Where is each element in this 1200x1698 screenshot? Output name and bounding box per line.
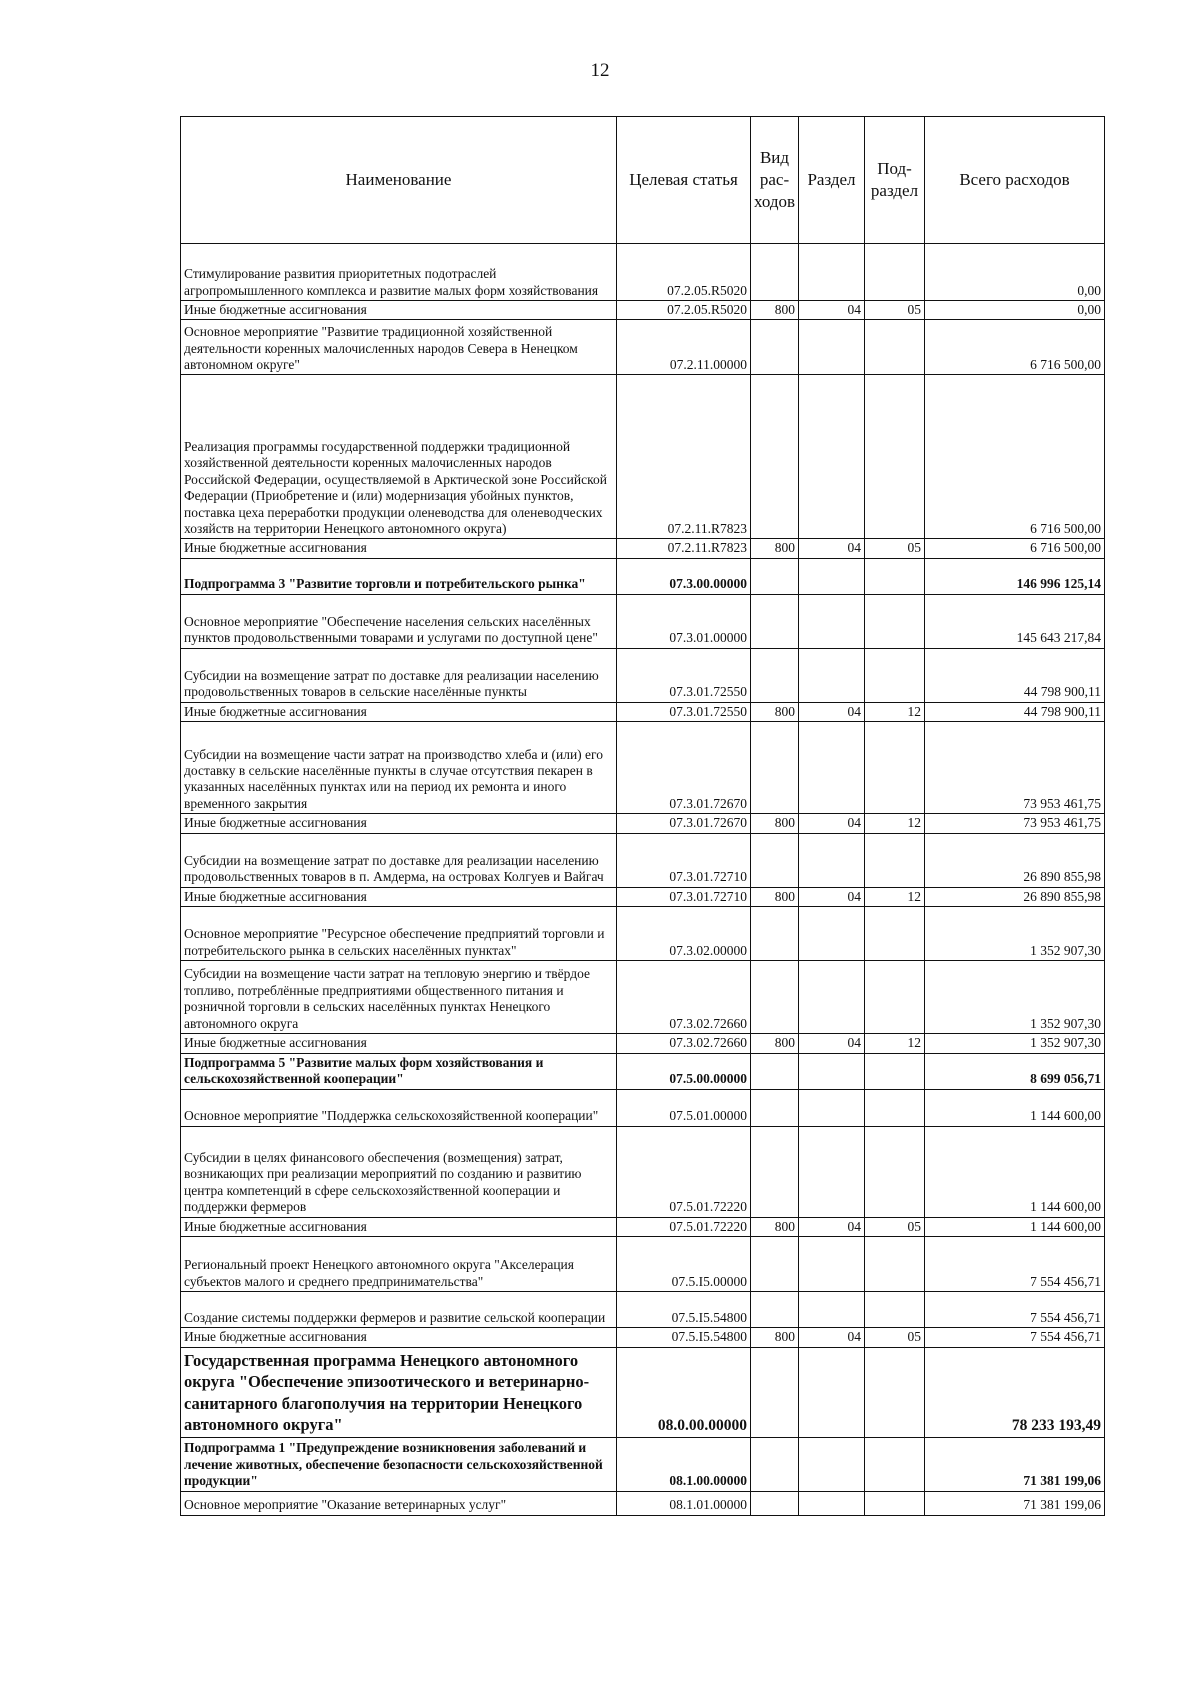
- row-expense-type: [751, 1126, 799, 1217]
- row-subsection: 05: [865, 301, 925, 320]
- row-target-article: 08.1.01.00000: [617, 1491, 751, 1515]
- row-target-article: 07.3.01.72710: [617, 887, 751, 906]
- row-total: 145 643 217,84: [925, 594, 1105, 648]
- table-row: [181, 1328, 1105, 1347]
- row-target-article: 07.3.00.00000: [617, 558, 751, 594]
- row-total: 6 716 500,00: [925, 539, 1105, 558]
- table-row: [181, 1053, 1105, 1089]
- row-target-article: 07.5.01.72220: [617, 1126, 751, 1217]
- row-expense-type: 800: [751, 814, 799, 833]
- row-section: 04: [799, 887, 865, 906]
- row-target-article: 07.2.11.00000: [617, 320, 751, 375]
- table-row: [181, 814, 1105, 833]
- row-subsection: [865, 375, 925, 539]
- row-section: 04: [799, 1034, 865, 1053]
- row-total: 71 381 199,06: [925, 1437, 1105, 1491]
- row-expense-type: [751, 722, 799, 814]
- row-target-article: 07.3.01.72670: [617, 814, 751, 833]
- row-name: Иные бюджетные ассигнования: [181, 814, 617, 833]
- row-subsection: [865, 1437, 925, 1491]
- header-section: Раздел: [799, 117, 865, 244]
- row-target-article: 07.5.01.00000: [617, 1089, 751, 1126]
- row-name: Иные бюджетные ассигнования: [181, 1034, 617, 1053]
- row-total: 7 554 456,71: [925, 1292, 1105, 1328]
- row-subsection: [865, 1491, 925, 1515]
- row-total: 7 554 456,71: [925, 1328, 1105, 1347]
- header-expense-type: Вид рас-ходов: [751, 117, 799, 244]
- row-subsection: [865, 594, 925, 648]
- row-subsection: 12: [865, 814, 925, 833]
- row-total: 1 352 907,30: [925, 961, 1105, 1034]
- row-target-article: 07.2.05.R5020: [617, 301, 751, 320]
- row-total: 7 554 456,71: [925, 1237, 1105, 1292]
- row-name: Стимулирование развития приоритетных подотраслей агропромышленного комплекса и развитие малых форм хозяйствования: [181, 244, 617, 301]
- row-section: [799, 1292, 865, 1328]
- row-section: [799, 594, 865, 648]
- table-row: [181, 1437, 1105, 1491]
- row-expense-type: 800: [751, 702, 799, 721]
- row-total: 26 890 855,98: [925, 887, 1105, 906]
- row-name: Субсидии на возмещение части затрат на тепловую энергию и твёрдое топливо, потреблённые предприятиями общественного питания и розничной торговли в сельских населённых пунктах Ненецкого автономного округа: [181, 961, 617, 1034]
- header-subsection: Под-раздел: [865, 117, 925, 244]
- row-total: 1 144 600,00: [925, 1217, 1105, 1236]
- header-target-article: Целевая статья: [617, 117, 751, 244]
- row-target-article: 07.2.11.R7823: [617, 375, 751, 539]
- table-row: [181, 702, 1105, 721]
- row-subsection: [865, 558, 925, 594]
- row-total: 44 798 900,11: [925, 648, 1105, 702]
- row-expense-type: 800: [751, 1217, 799, 1236]
- row-total: 6 716 500,00: [925, 320, 1105, 375]
- row-section: 04: [799, 1217, 865, 1236]
- row-section: [799, 1347, 865, 1437]
- row-total: 1 144 600,00: [925, 1089, 1105, 1126]
- row-expense-type: 800: [751, 301, 799, 320]
- row-target-article: 07.3.02.72660: [617, 1034, 751, 1053]
- row-subsection: [865, 961, 925, 1034]
- row-section: [799, 1089, 865, 1126]
- row-name: Подпрограмма 1 "Предупреждение возникновения заболеваний и лечение животных, обеспечение безопасности сельскохозяйственной продукции": [181, 1437, 617, 1491]
- row-expense-type: [751, 594, 799, 648]
- page-number: 12: [590, 60, 610, 81]
- row-expense-type: [751, 907, 799, 961]
- table-row: [181, 961, 1105, 1034]
- table-row: [181, 833, 1105, 887]
- table-row: [181, 375, 1105, 539]
- header-name: Наименование: [181, 117, 617, 244]
- header-total: Всего расходов: [925, 117, 1105, 244]
- row-target-article: 07.3.01.72550: [617, 702, 751, 721]
- row-section: [799, 722, 865, 814]
- row-target-article: 07.3.02.72660: [617, 961, 751, 1034]
- row-total: 146 996 125,14: [925, 558, 1105, 594]
- row-subsection: [865, 1292, 925, 1328]
- row-name: Подпрограмма 3 "Развитие торговли и потребительского рынка": [181, 558, 617, 594]
- row-subsection: [865, 1053, 925, 1089]
- table-row: [181, 244, 1105, 301]
- row-section: 04: [799, 1328, 865, 1347]
- row-section: [799, 244, 865, 301]
- table-row: [181, 1292, 1105, 1328]
- row-target-article: 08.0.00.00000: [617, 1347, 751, 1437]
- row-name: Подпрограмма 5 "Развитие малых форм хозяйствования и сельскохозяйственной кооперации": [181, 1053, 617, 1089]
- row-target-article: 07.3.01.72550: [617, 648, 751, 702]
- table-row: [181, 1089, 1105, 1126]
- row-section: [799, 1437, 865, 1491]
- row-name: Иные бюджетные ассигнования: [181, 1217, 617, 1236]
- row-subsection: [865, 833, 925, 887]
- row-expense-type: [751, 1053, 799, 1089]
- row-section: [799, 961, 865, 1034]
- row-subsection: [865, 1089, 925, 1126]
- row-name: Иные бюджетные ассигнования: [181, 1328, 617, 1347]
- row-subsection: [865, 1347, 925, 1437]
- row-target-article: 07.5.01.72220: [617, 1217, 751, 1236]
- table-header-row: [181, 117, 1105, 244]
- row-subsection: 05: [865, 1328, 925, 1347]
- row-target-article: 07.5.I5.54800: [617, 1328, 751, 1347]
- table-row: [181, 648, 1105, 702]
- row-total: 8 699 056,71: [925, 1053, 1105, 1089]
- row-total: 0,00: [925, 244, 1105, 301]
- table-row: [181, 1347, 1105, 1437]
- row-total: 1 352 907,30: [925, 1034, 1105, 1053]
- table-row: [181, 1217, 1105, 1236]
- row-expense-type: [751, 1089, 799, 1126]
- row-section: 04: [799, 814, 865, 833]
- row-section: [799, 1237, 865, 1292]
- table-row: [181, 594, 1105, 648]
- row-expense-type: 800: [751, 539, 799, 558]
- row-target-article: 07.5.I5.54800: [617, 1292, 751, 1328]
- table-row: [181, 1126, 1105, 1217]
- row-subsection: 12: [865, 702, 925, 721]
- row-target-article: 07.3.02.00000: [617, 907, 751, 961]
- row-subsection: 05: [865, 1217, 925, 1236]
- row-expense-type: [751, 244, 799, 301]
- row-subsection: [865, 1237, 925, 1292]
- row-name: Иные бюджетные ассигнования: [181, 702, 617, 721]
- row-expense-type: [751, 1292, 799, 1328]
- row-target-article: 08.1.00.00000: [617, 1437, 751, 1491]
- row-name: Создание системы поддержки фермеров и развитие сельской кооперации: [181, 1292, 617, 1328]
- row-total: 44 798 900,11: [925, 702, 1105, 721]
- row-name: Субсидии на возмещение затрат по доставке для реализации населению продовольственных товаров в п. Амдерма, на островах Колгуев и Вайгач: [181, 833, 617, 887]
- row-expense-type: [751, 833, 799, 887]
- table-row: [181, 907, 1105, 961]
- row-section: [799, 320, 865, 375]
- row-name: Основное мероприятие "Оказание ветеринарных услуг": [181, 1491, 617, 1515]
- row-target-article: 07.3.01.00000: [617, 594, 751, 648]
- table-row: [181, 1491, 1105, 1515]
- row-section: 04: [799, 301, 865, 320]
- row-expense-type: [751, 1237, 799, 1292]
- table-row: [181, 301, 1105, 320]
- row-total: 73 953 461,75: [925, 814, 1105, 833]
- row-target-article: 07.3.01.72710: [617, 833, 751, 887]
- row-total: 26 890 855,98: [925, 833, 1105, 887]
- table-row: [181, 1034, 1105, 1053]
- row-total: 6 716 500,00: [925, 375, 1105, 539]
- row-total: 71 381 199,06: [925, 1491, 1105, 1515]
- row-name: Субсидии на возмещение части затрат на производство хлеба и (или) его доставку в сельские населённые пункты в случае отсутствия пекарен в указанных населённых пунктах или на период их ремонта и иного временного закрытия: [181, 722, 617, 814]
- row-name: Основное мероприятие "Ресурсное обеспечение предприятий торговли и потребительского рынка в сельских населённых пунктах": [181, 907, 617, 961]
- row-name: Иные бюджетные ассигнования: [181, 301, 617, 320]
- row-expense-type: [751, 1491, 799, 1515]
- row-section: [799, 907, 865, 961]
- row-name: Основное мероприятие "Поддержка сельскохозяйственной кооперации": [181, 1089, 617, 1126]
- row-section: [799, 1053, 865, 1089]
- row-subsection: [865, 648, 925, 702]
- row-section: 04: [799, 702, 865, 721]
- row-expense-type: [751, 375, 799, 539]
- row-name: Государственная программа Ненецкого автономного округа "Обеспечение эпизоотического и ветеринарно-санитарного благополучия на территории Ненецкого автономного округа": [181, 1347, 617, 1437]
- row-subsection: [865, 907, 925, 961]
- row-expense-type: [751, 961, 799, 1034]
- row-subsection: [865, 722, 925, 814]
- row-name: Региональный проект Ненецкого автономного округа "Акселерация субъектов малого и среднего предпринимательства": [181, 1237, 617, 1292]
- row-name: Основное мероприятие "Развитие традиционной хозяйственной деятельности коренных малочисленных народов Севера в Ненецком автономном округе": [181, 320, 617, 375]
- row-subsection: [865, 244, 925, 301]
- row-target-article: 07.5.I5.00000: [617, 1237, 751, 1292]
- row-subsection: 05: [865, 539, 925, 558]
- row-total: 1 144 600,00: [925, 1126, 1105, 1217]
- row-section: [799, 833, 865, 887]
- row-expense-type: [751, 558, 799, 594]
- row-total: 78 233 193,49: [925, 1347, 1105, 1437]
- row-section: [799, 558, 865, 594]
- table-row: [181, 558, 1105, 594]
- row-expense-type: 800: [751, 887, 799, 906]
- row-expense-type: [751, 1437, 799, 1491]
- budget-table: [180, 116, 1105, 1516]
- row-target-article: 07.5.00.00000: [617, 1053, 751, 1089]
- row-total: 1 352 907,30: [925, 907, 1105, 961]
- row-subsection: 12: [865, 1034, 925, 1053]
- row-expense-type: 800: [751, 1328, 799, 1347]
- table-row: [181, 722, 1105, 814]
- table-row: [181, 539, 1105, 558]
- table-row: [181, 320, 1105, 375]
- row-target-article: 07.2.05.R5020: [617, 244, 751, 301]
- row-subsection: 12: [865, 887, 925, 906]
- row-section: [799, 648, 865, 702]
- row-target-article: 07.3.01.72670: [617, 722, 751, 814]
- row-target-article: 07.2.11.R7823: [617, 539, 751, 558]
- row-name: Субсидии на возмещение затрат по доставке для реализации населению продовольственных товаров в сельские населённые пункты: [181, 648, 617, 702]
- row-section: [799, 1126, 865, 1217]
- table-row: [181, 1237, 1105, 1292]
- row-total: 73 953 461,75: [925, 722, 1105, 814]
- row-name: Основное мероприятие "Обеспечение населения сельских населённых пунктов продовольственными товарами и услугами по доступной цене": [181, 594, 617, 648]
- row-name: Иные бюджетные ассигнования: [181, 539, 617, 558]
- row-subsection: [865, 1126, 925, 1217]
- row-total: 0,00: [925, 301, 1105, 320]
- row-expense-type: [751, 1347, 799, 1437]
- row-subsection: [865, 320, 925, 375]
- row-name: Иные бюджетные ассигнования: [181, 887, 617, 906]
- row-section: [799, 375, 865, 539]
- row-expense-type: 800: [751, 1034, 799, 1053]
- row-name: Субсидии в целях финансового обеспечения (возмещения) затрат, возникающих при реализации мероприятий по созданию и развитию центра компетенций в сфере сельскохозяйственной кооперации и поддержки фермеров: [181, 1126, 617, 1217]
- row-name: Реализация программы государственной поддержки традиционной хозяйственной деятельности коренных малочисленных народов Российской Федерации, осуществляемой в Арктической зоне Российской Федерации (Приобретение и (или) модернизация убойных пунктов, поставка цеха переработки продукции оленеводства для оленеводческих хозяйств на территории Ненецкого автономного округа): [181, 375, 617, 539]
- row-section: 04: [799, 539, 865, 558]
- row-section: [799, 1491, 865, 1515]
- row-expense-type: [751, 648, 799, 702]
- table-row: [181, 887, 1105, 906]
- row-expense-type: [751, 320, 799, 375]
